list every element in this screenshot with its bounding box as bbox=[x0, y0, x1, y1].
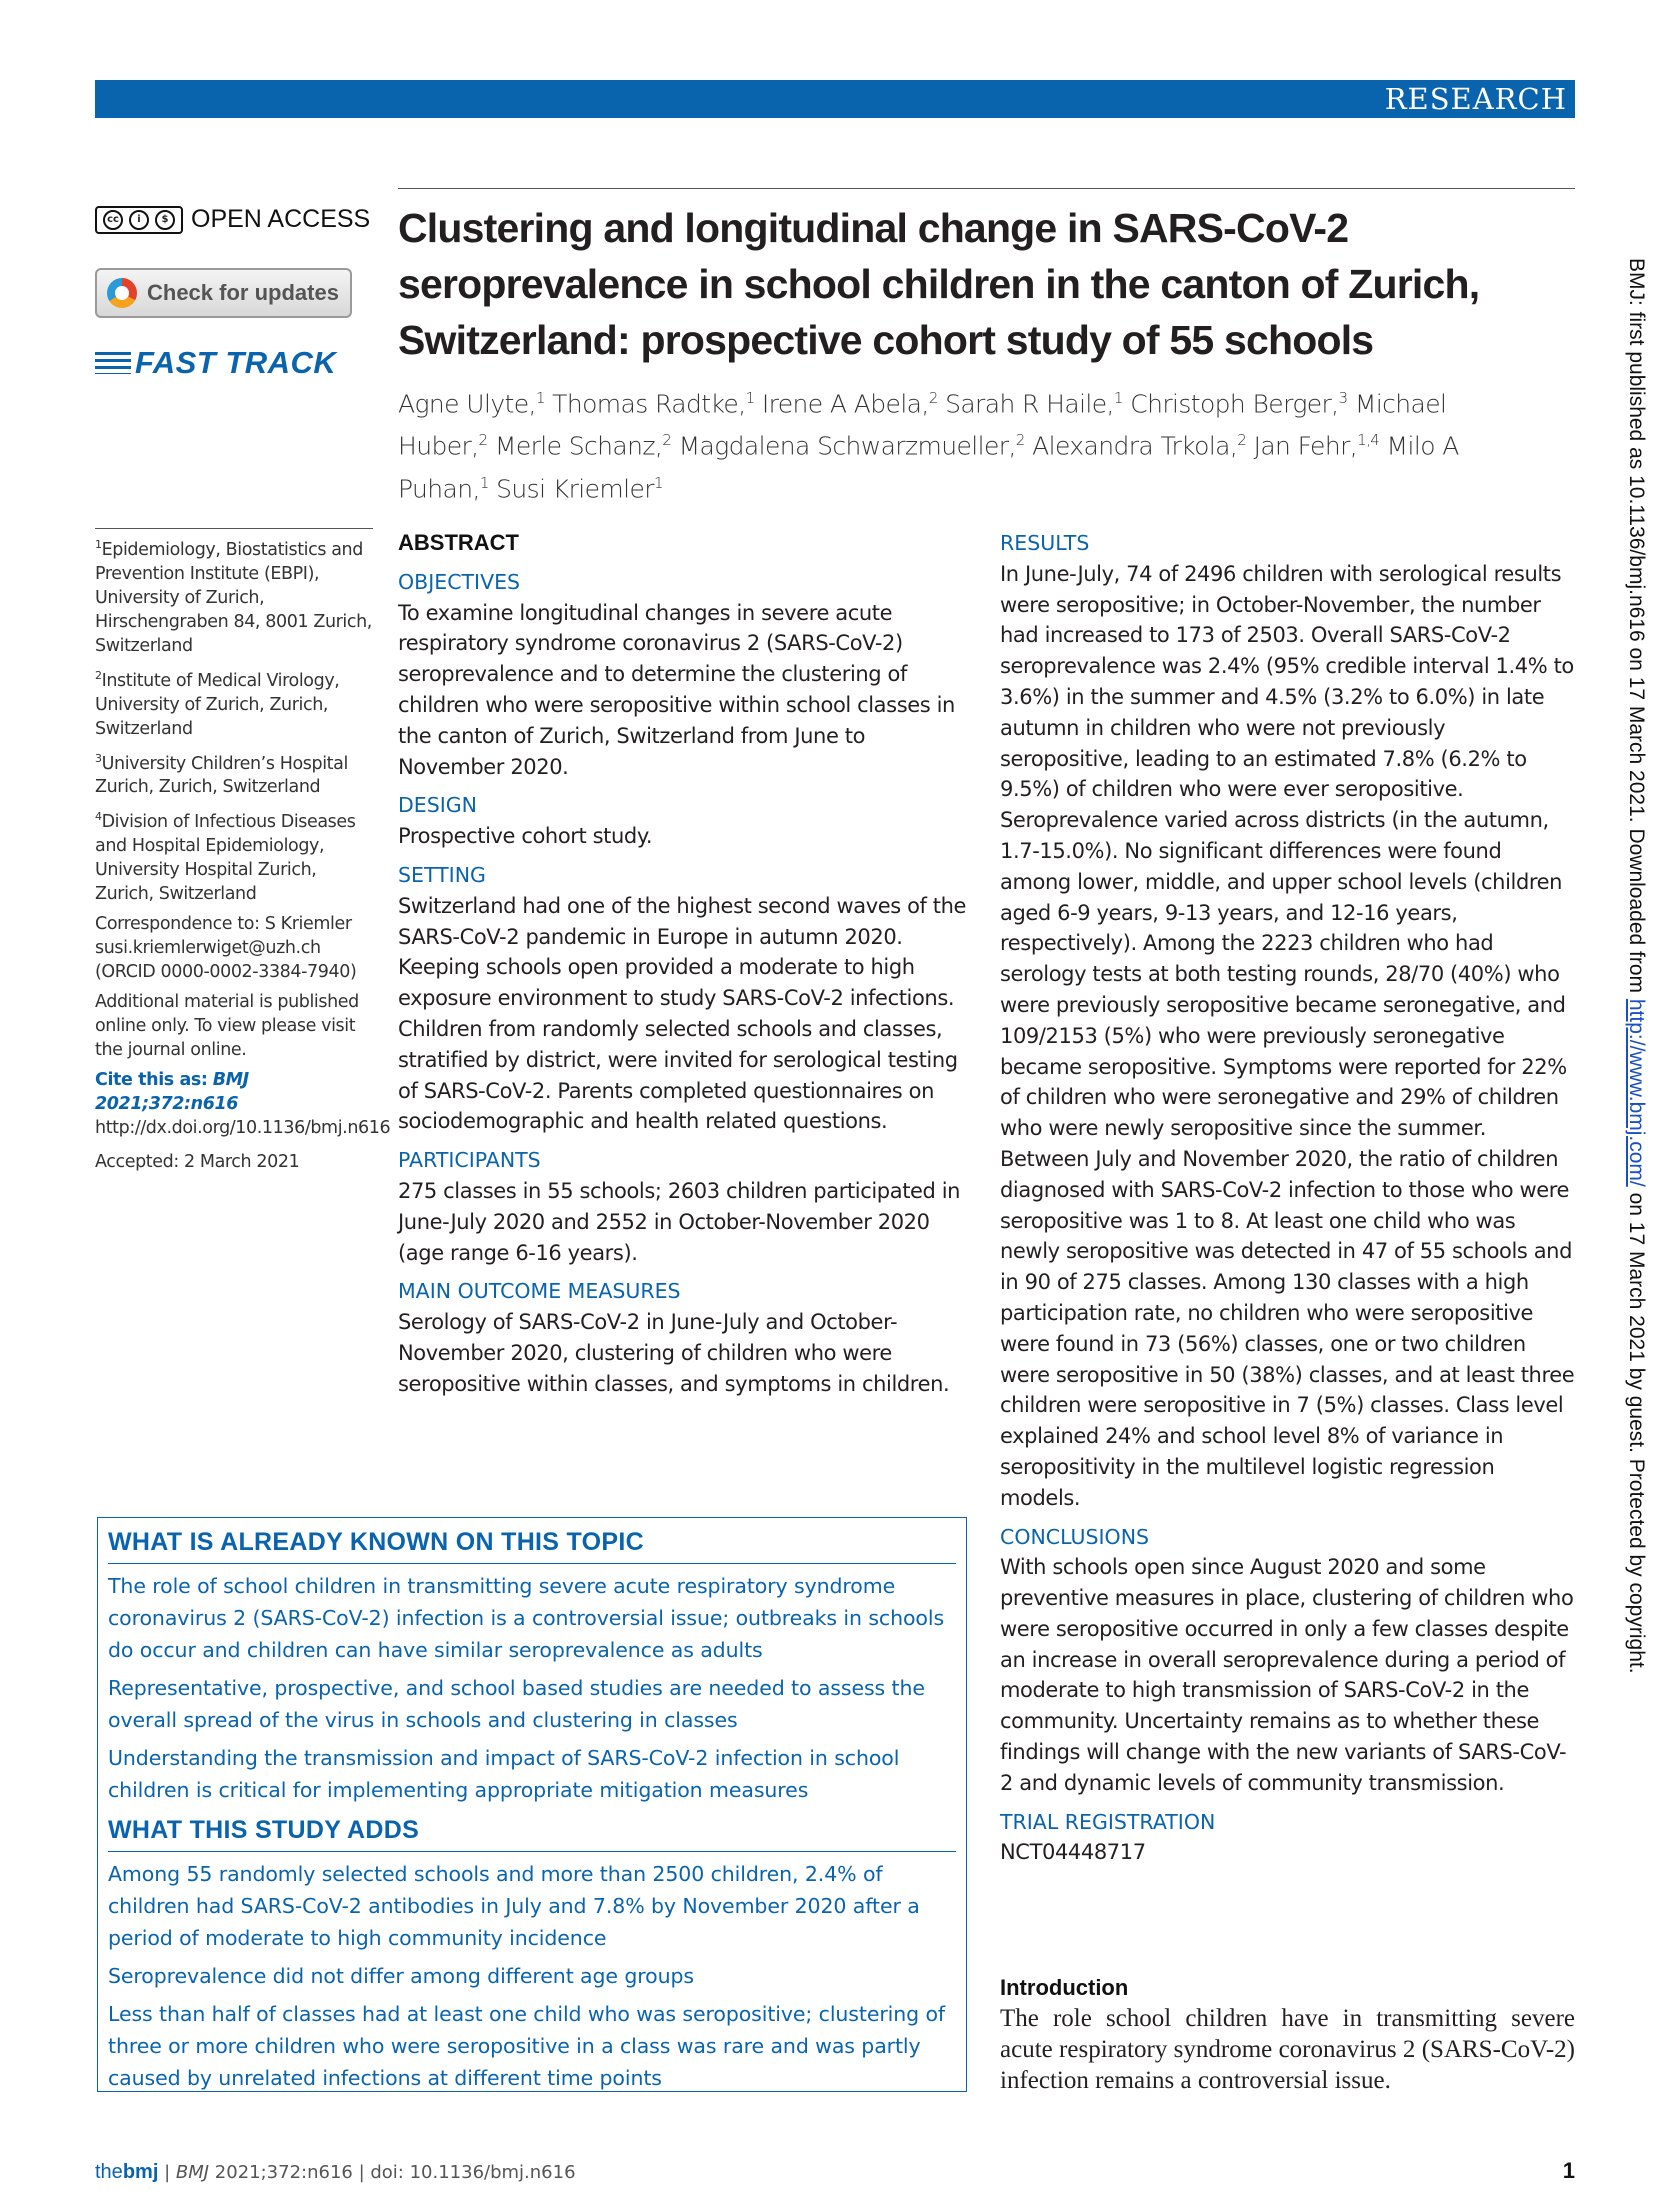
summary-box bbox=[97, 1517, 967, 2092]
sidenote-text-after: on 17 March 2021 by guest. Protected by copyright. bbox=[1625, 1186, 1648, 1674]
sidenote-text-before: BMJ: first published as 10.1136/bmj.n616 on 17 March 2021. Downloaded from bbox=[1625, 258, 1648, 999]
author-name: Christoph Berger, bbox=[1130, 389, 1339, 419]
section-bar bbox=[95, 80, 1575, 118]
introduction-section bbox=[1000, 1975, 1575, 2096]
author-name: Susi Kriemler bbox=[496, 473, 654, 503]
check-for-updates-label: Check for updates bbox=[147, 280, 339, 305]
setting-text: Switzerland had one of the highest second waves of the SARS-CoV-2 pandemic in Europe in autumn 2020. Keeping schools open provided a moderate to high exposure environment to study SARS-CoV-2 infections. Children from randomly selected schools and classes, stratified by district, were invited for serological testing of SARS-CoV-2. Parents completed questionnaires on sociodemographic and health related questions. bbox=[398, 893, 967, 1134]
cc-label: cc bbox=[103, 210, 123, 230]
design-text: Prospective cohort study. bbox=[398, 824, 653, 849]
author-affiliation-mark: 1 bbox=[745, 389, 755, 407]
objectives-heading: OBJECTIVES bbox=[398, 569, 521, 594]
additional-material-note: Additional material is published online only. To view please visit the journal online. bbox=[95, 992, 359, 1061]
author-name: Alexandra Trkola, bbox=[1032, 431, 1238, 461]
author-name: Michael Huber, bbox=[398, 389, 1447, 461]
introduction-text: The role school children have in transmitting severe acute respiratory syndrome coronavirus 2 (SARS-CoV-2) infection remains a controversial issue. bbox=[1000, 2005, 1575, 2094]
conclusions-heading: CONCLUSIONS bbox=[1000, 1524, 1150, 1549]
author-name: Irene A Abela, bbox=[761, 389, 929, 419]
author-affiliation-mark: 1 bbox=[653, 473, 663, 492]
author-name: Merle Schanz, bbox=[494, 431, 663, 461]
check-for-updates-button[interactable] bbox=[95, 268, 352, 318]
outcomes-text: Serology of SARS-CoV-2 in June-July and October-November 2020, clustering of children who were seropositive within classes, and symptoms in children. bbox=[398, 1310, 950, 1396]
known-item: Representative, prospective, and school based studies are needed to assess the overall spread of the virus in schools and clustering in classes bbox=[108, 1676, 925, 1732]
trial-registration-number: NCT04448717 bbox=[1000, 1840, 1146, 1865]
abstract-column-right bbox=[1000, 528, 1575, 1868]
affiliation-3: $^3$University Children’s Hospital Zurich, Zurich, Switzerland bbox=[95, 751, 348, 798]
author-name: Thomas Radtke, bbox=[552, 389, 746, 419]
participants-text: 275 classes in 55 schools; 2603 children participated in June-July 2020 and 2552 in October-November 2020 (age range 6-16 years). bbox=[398, 1178, 961, 1265]
known-item: Understanding the transmission and impact of SARS-CoV-2 infection in school children is critical for implementing appropriate mitigation measures bbox=[108, 1746, 900, 1802]
author-affiliation-mark: 1 bbox=[535, 389, 545, 407]
adds-item: Among 55 randomly selected schools and more than 2500 children, 2.4% of children had SARS-CoV-2 antibodies in July and 7.8% by November 2020 after a period of moderate to high community incidence bbox=[108, 1862, 920, 1950]
results-text: In June-July, 74 of 2496 children with serological results were seropositive; in October-November, the number had increased to 173 of 2503. Overall SARS-CoV-2 seroprevalence was 2.4% (95% credible interval 1.4% to 3.6%) in the summer and 4.5% (3.2% to 6.0%) in late autumn in children who were not previously seropositive, leading to an estimated 7.8% (6.2% to 9.5%) of children who were ever seropositive. Seroprevalence varied across districts (in the autumn, 1.7-15.0%). No significant differences were found among lower, middle, and upper school levels (children aged 6-9 years, 9-13 years, and 12-16 years, respectively). Among the 2223 children who had serology tests at both testing rounds, 28/70 (40%) who were previously seropositive became seronegative, and 109/2153 (5%) who were previously seronegative became seropositive. Symptoms were reported for 22% of children who were seronegative and 29% of children who were newly seropositive since the summer. Between July and November 2020, the ratio of children diagnosed with SARS-CoV-2 infection to those who were seropositive was 1 to 8. At least one child who was newly seropositive was detected in 47 of 55 schools and in 90 of 275 classes. Among 130 classes with a high participation rate, no children who were seropositive were found in 73 (56%) classes, one or two children were seropositive in 50 (38%) classes, and at least three children were seropositive in 7 (5%) classes. Class level explained 24% and school level 8% of variance in seropositivity in the multilevel logistic regression models. bbox=[1000, 561, 1575, 1510]
objectives-text: To examine longitudinal changes in severe acute respiratory syndrome coronavirus 2 (SARS-CoV-2) seroprevalence and to determine the clustering of children who were seropositive within school classes in the canton of Zurich, Switzerland from June to November 2020. bbox=[398, 600, 955, 779]
author-name: Magdalena Schwarzmueller, bbox=[678, 431, 1016, 461]
abstract-heading: ABSTRACT bbox=[398, 530, 519, 555]
doi-link[interactable]: http://dx.doi.org/10.1136/bmj.n616 bbox=[95, 1118, 391, 1139]
affiliation-1: $^1$Epidemiology, Biostatistics and Prevention Institute (EBPI), University of Zurich, Hirschengraben 84, 8001 Zurich, Switzerland bbox=[95, 538, 372, 656]
author-name: Sarah R Haile, bbox=[945, 389, 1114, 419]
design-heading: DESIGN bbox=[398, 793, 478, 818]
author-affiliation-mark: 1 bbox=[479, 473, 489, 492]
correspondence-email[interactable]: susi.kriemlerwiget@uzh.ch bbox=[95, 938, 321, 959]
author-affiliation-mark: 2 bbox=[662, 431, 672, 450]
open-access-badge bbox=[95, 205, 370, 234]
setting-heading: SETTING bbox=[398, 862, 486, 887]
known-item: The role of school children in transmitting severe acute respiratory syndrome coronavirus 2 (SARS-CoV-2) infection is a controversial issue; outbreaks in schools do occur and children can have similar seroprevalence as adults bbox=[108, 1574, 945, 1662]
outcomes-heading: MAIN OUTCOME MEASURES bbox=[398, 1279, 681, 1304]
article-title: Clustering and longitudinal change in SARS-CoV-2 seroprevalence in school children in the canton of Zurich, Switzerland: prospective cohort study of 55 schools bbox=[398, 205, 1480, 363]
author-name: Agne Ulyte, bbox=[398, 389, 536, 419]
affiliation-rule bbox=[95, 528, 373, 529]
footer-reference: 2021;372:n616 | doi: 10.1136/bmj.n616 bbox=[209, 2162, 576, 2183]
author-list bbox=[398, 380, 1498, 507]
author-affiliation-mark: 1 bbox=[1113, 389, 1123, 407]
affiliation-4: $^4$Division of Infectious Diseases and Hospital Epidemiology, University Hospital Zurich, Zurich, Switzerland bbox=[95, 810, 356, 905]
title-rule bbox=[398, 188, 1575, 189]
introduction-heading: Introduction bbox=[1000, 1975, 1129, 2000]
fast-track-badge bbox=[95, 345, 336, 381]
author-affiliation-mark: 3 bbox=[1338, 389, 1348, 407]
page-number: 1 bbox=[1562, 2158, 1575, 2183]
results-heading: RESULTS bbox=[1000, 531, 1090, 555]
author-affiliation-mark: 2 bbox=[1237, 431, 1247, 450]
copyright-sidenote bbox=[1624, 258, 1648, 1978]
author-name: Jan Fehr, bbox=[1253, 431, 1358, 461]
affiliation-2: $^2$Institute of Medical Virology, University of Zurich, Zurich, Switzerland bbox=[95, 668, 340, 739]
participants-heading: PARTICIPANTS bbox=[398, 1148, 541, 1173]
bmj-logo: thebmj bbox=[95, 2161, 159, 2183]
creative-commons-icon: cc i $ bbox=[95, 206, 183, 234]
adds-heading: WHAT THIS STUDY ADDS bbox=[108, 1816, 956, 1852]
crossmark-icon bbox=[107, 278, 137, 308]
citation: Cite this as: BMJ 2021;372:n616 http://dx.doi.org/10.1136/bmj.n616 bbox=[95, 1070, 391, 1139]
fast-track-label: FAST TRACK bbox=[135, 345, 337, 380]
conclusions-text: With schools open since August 2020 and some preventive measures in place, clustering of children who were seropositive occurred in only a few classes despite an increase in overall seroprevalence during a period of moderate to high transmission of SARS-CoV-2 in the community. Uncertainty remains as to whether these findings will change with the new variants of SARS-CoV-2 and dynamic levels of community transmission. bbox=[1000, 1555, 1574, 1795]
adds-item: Less than half of classes had at least one child who was seropositive; clustering of three or more children who were seropositive in a class was rare and was partly caused by unrelated infections at different time points bbox=[108, 2002, 946, 2090]
open-access-label: OPEN ACCESS bbox=[191, 205, 371, 233]
author-affiliation-mark: 2 bbox=[928, 389, 938, 407]
author-name: Milo A Puhan, bbox=[398, 431, 1459, 503]
accepted-date: Accepted: 2 March 2021 bbox=[95, 1152, 300, 1173]
correspondence: Correspondence to: S Kriemler susi.kriemlerwiget@uzh.ch (ORCID 0000-0002-3384-7940) bbox=[95, 914, 357, 983]
speed-lines-icon bbox=[95, 352, 131, 374]
adds-item: Seroprevalence did not differ among different age groups bbox=[108, 1964, 694, 1988]
author-affiliation-mark: 2 bbox=[478, 431, 488, 450]
author-affiliation-mark: 1,4 bbox=[1357, 431, 1380, 450]
known-heading: WHAT IS ALREADY KNOWN ON THIS TOPIC bbox=[108, 1528, 956, 1564]
page-footer: thebmj | BMJ 2021;372:n616 | doi: 10.1136/bmj.n616 bbox=[95, 2161, 576, 2183]
journal-name: BMJ bbox=[175, 2162, 210, 2183]
affiliations-panel bbox=[95, 533, 391, 1180]
abstract-column-left bbox=[398, 528, 968, 1400]
bmj-site-link[interactable]: http://www.bmj.com/ bbox=[1625, 998, 1648, 1187]
trial-heading: TRIAL REGISTRATION bbox=[1000, 1809, 1216, 1834]
section-label: RESEARCH bbox=[1384, 82, 1567, 116]
author-affiliation-mark: 2 bbox=[1015, 431, 1025, 450]
